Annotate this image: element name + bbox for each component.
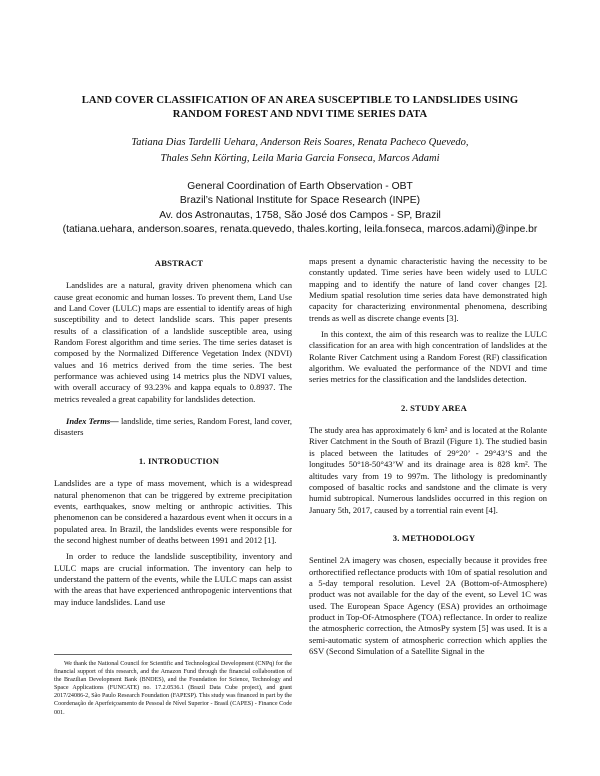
introduction-paragraph-continued: maps present a dynamic characteristic having the necessity to be constantly updated. Time series have been widely used to LULC mapping and to identify the nature of land cover changes [2]. Medium spatial resolution time series data have demonstrated high capacity for characterizing environmental phenomena, describing trends as well as discrete change events [3]. [309, 256, 547, 323]
authors-line-2: Thales Sehn Körting, Leila Maria Garcia Fonseca, Marcos Adami [160, 153, 440, 164]
study-area-heading: 2. STUDY AREA [400, 402, 468, 413]
right-column [309, 256, 547, 657]
index-terms [54, 416, 292, 439]
methodology-heading: 3. METHODOLOGY [392, 532, 476, 543]
study-area-text: The study area has approximately 6 km² and is located at the Rolante River Catchment in the South of Brazil (Figure 1). The studied basin is placed between the latitudes of 29°20’ - 29°43’S and the longitudes 50°18-50°43’W and its drainage area is 828 km². The altitudes vary from 19 to 997m. The lithology is predominantly composed of basaltic rocks and sandstone and the climate is very humid subtropical. Numerous landslides occurred in this region on January 5th, 2017, caused by a torrential rain event [4]. [309, 425, 547, 515]
author-list [40, 135, 560, 167]
introduction-paragraph-aim: In this context, the aim of this research was to realize the LULC classification for an area with high concentration of landslides at the Rolante River Catchment using a Random Forest (RF) classification algorithm. We evaluated the performance of the NDVI and time series metrics for the classification and the landslides detection. [309, 329, 547, 385]
paper-title [40, 94, 560, 122]
introduction-paragraph-1: Landslides are a type of mass movement, which is a widespread natural phenomenon that can be triggered by extreme precipitation events, earthquakes, snow melting or anthropic activities. This phenomenon can be considered a hazardous event when it occurs in a populated area. In Brazil, the landslides events were responsible for the second highest number of deaths between 1991 and 2012 [1]. [54, 478, 292, 545]
title-line-2: RANDOM FOREST AND NDVI TIME SERIES DATA [172, 109, 428, 120]
methodology-text: Sentinel 2A imagery was chosen, especially because it provides free orthorectified reflectance products with 10m of spatial resolution and a 5-day temporal resolution. Level 2A (Bottom-of-Atmosphere) product was not available for the day of the event, so Level 1C was used. The European Space Agency (ESA) provides an orthoimage product in Top-Of-Atmosphere (TOA) reflectance. In order to realize the atmospheric correction, the AtmosPy system [5] was used. It is a semi-automatic system of atmospheric correction which applies the 6SV (Second Simulation of a Satellite Signal in the [309, 555, 547, 656]
footnote-text: We thank the National Council for Scientific and Technological Development (CNPq) for the financial support of this research, and the Amazon Fund through the financial collaboration of the Brazilian Development Bank (BNDES), and the Foundation for Science, Technology and Space Applications (FUNCATE) no. 17.2.0536.1 (Brazil Data Cube project), and grant 2017/24086-2, São Paulo Research Foundation (FAPESP). This study was financed in part by the Coordenação de Aperfeiçoamento de Pessoal de Nível Superior - Brasil (CAPES) - Finance Code 001. [54, 661, 292, 716]
affiliation-line-1: General Coordination of Earth Observation - OBT [187, 181, 413, 192]
authors-line-1: Tatiana Dias Tardelli Uehara, Anderson Reis Soares, Renata Pacheco Quevedo, [131, 137, 469, 148]
index-terms-list: landslide, time series, Random Forest, land cover, disasters [54, 416, 292, 438]
introduction-heading: 1. INTRODUCTION [138, 455, 220, 466]
left-column [54, 258, 292, 608]
footnote [54, 660, 292, 717]
index-terms-label: Index Terms— [66, 416, 119, 427]
introduction-paragraph-2: In order to reduce the landslide susceptibility, inventory and LULC maps are crucial information. The inventory can help to understand the pattern of the events, while the LULC maps can assist with the areas that have experienced anthropogenic interventions that may induce landslides. Land use [54, 551, 292, 607]
footnote-divider [54, 654, 292, 655]
affiliation [30, 180, 570, 237]
abstract-heading: ABSTRACT [154, 258, 204, 268]
abstract-text: Landslides are a natural, gravity driven phenomena which can cause great economic and human losses. To prevent them, Land Use and Land Cover (LULC) maps are essential to identify areas of high susceptibility and to detect landslide scars. This paper presents results of a classification of a landslide susceptible area, using Random Forest algorithm and time series. The time series dataset is composed by the Normalized Difference Vegetation Index (NDVI) values and 16 metrics derived from the time series. The best performance was achieved using 14 metrics plus the NDVI values, with overall accuracy of 93.23% and kappa equals to 0.8937. The metrics revealed a great capability for landslides detection. [54, 280, 292, 404]
affiliation-emails: (tatiana.uehara, anderson.soares, renata.quevedo, thales.korting, leila.fonseca, marcos.adami)@inpe.br [62, 223, 538, 235]
title-line-1: LAND COVER CLASSIFICATION OF AN AREA SUSCEPTIBLE TO LANDSLIDES USING [81, 95, 519, 106]
affiliation-line-3: Av. dos Astronautas, 1758, São José dos Campos - SP, Brazil [159, 209, 441, 221]
affiliation-line-2: Brazil’s National Institute for Space Research (INPE) [179, 195, 421, 207]
